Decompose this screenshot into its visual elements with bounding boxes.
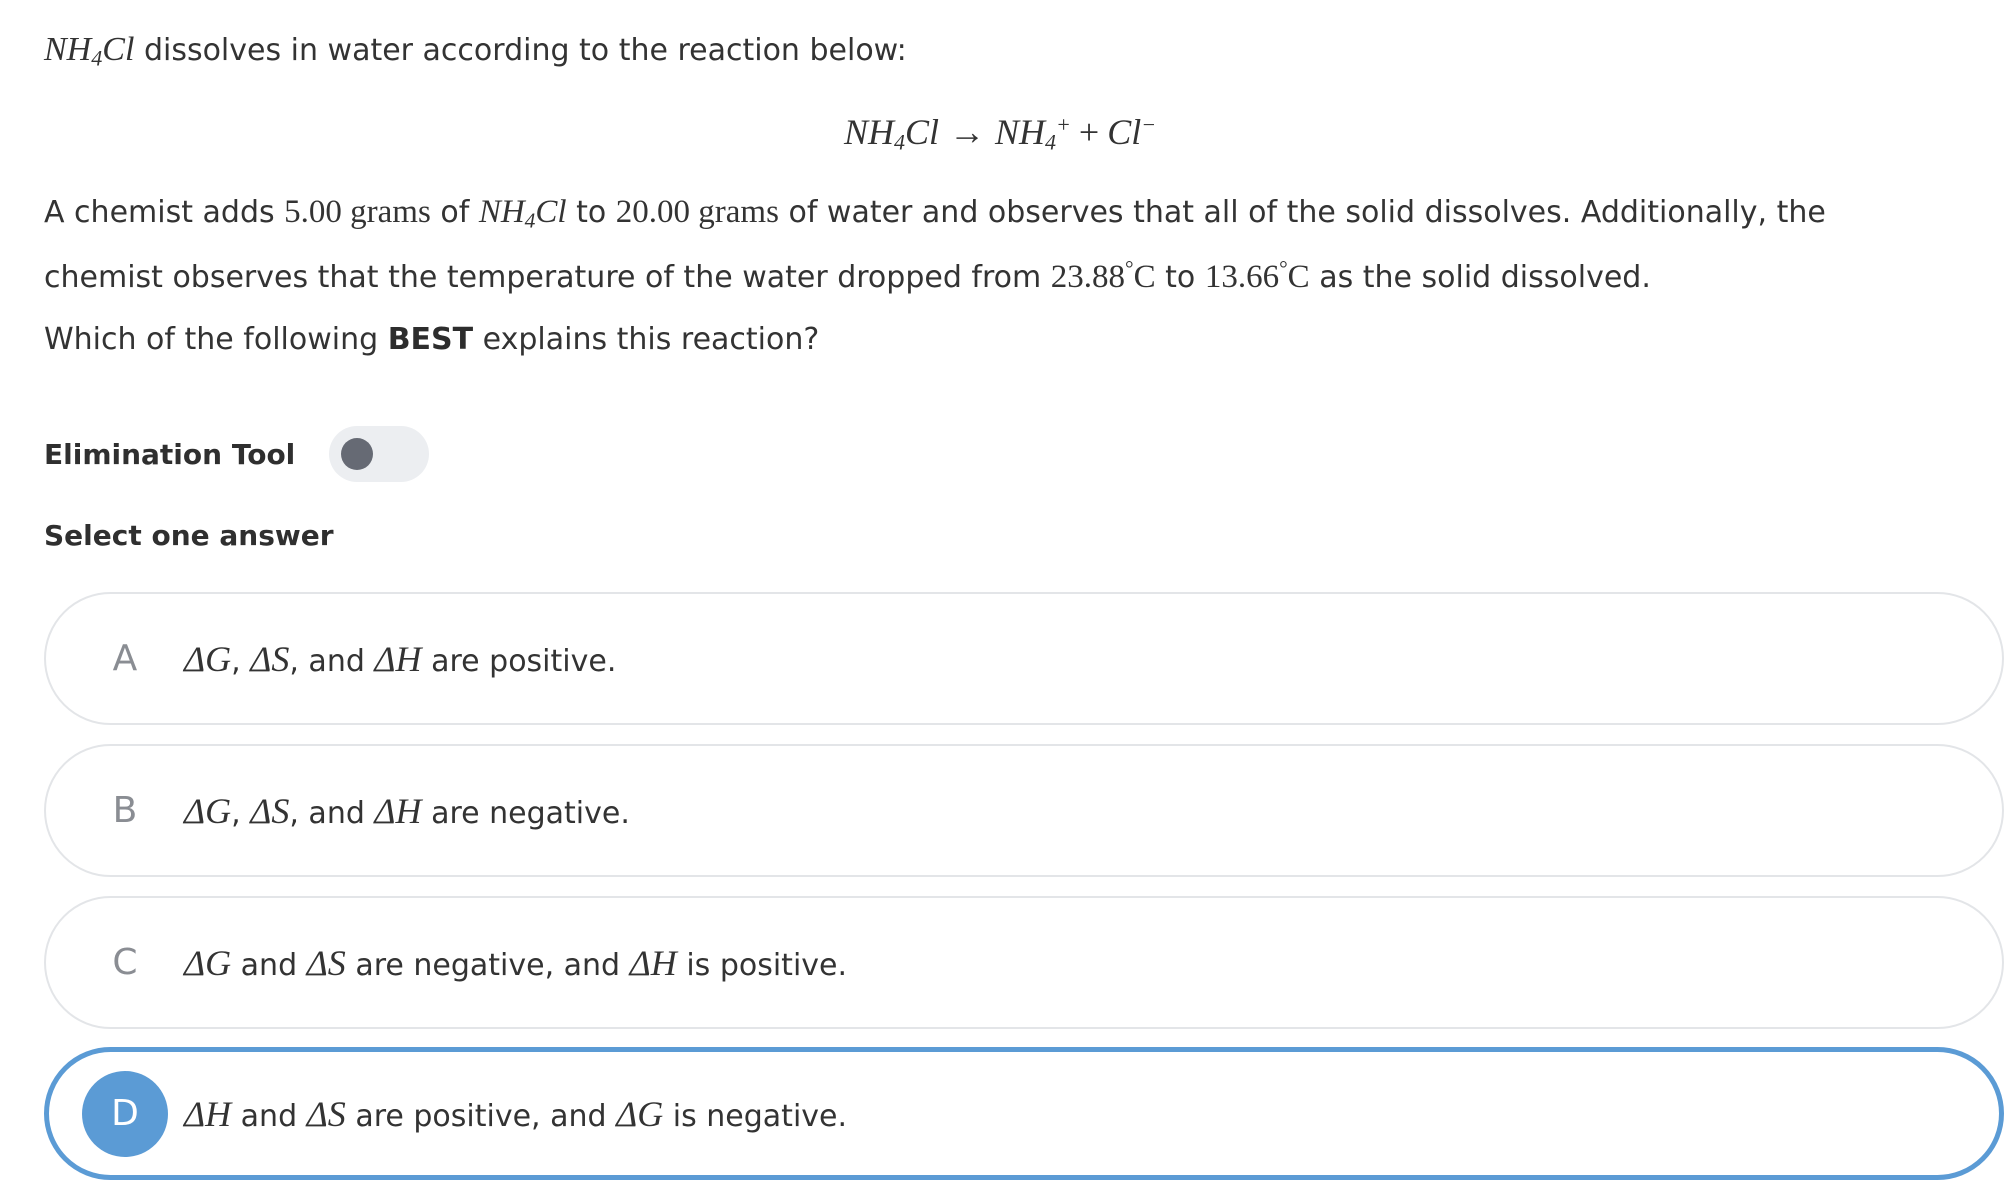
- choice-text: ΔG, ΔS, and ΔH are positive.: [184, 638, 617, 679]
- reaction-arrow: →: [949, 112, 986, 153]
- answer-choice-a[interactable]: [44, 592, 2004, 725]
- choice-text: ΔG and ΔS are negative, and ΔH is positive.: [184, 942, 848, 983]
- choice-letter-selected: [70, 1071, 180, 1157]
- end-temperature: 13.66°C: [1204, 256, 1310, 296]
- question-body: A chemist adds 5.00 grams of $NH_4Cl$ to 20.00 grams of water and observes that all of the solid dissolves. Additionally, the chemist observes that the temperature of the water dropped from 23.88°C to 13.66°C as the solid dissolved.: [44, 194, 1826, 296]
- emphasis-text: BEST: [387, 322, 474, 357]
- question-prompt: Which of the following BEST explains this reaction?: [44, 322, 820, 357]
- choice-letter: A: [112, 638, 138, 679]
- answer-choice-d[interactable]: [44, 1047, 2004, 1180]
- choice-letter: B: [112, 790, 138, 831]
- answer-choice-b[interactable]: [44, 744, 2004, 877]
- intro-text: dissolves in water according to the reaction below:: [134, 33, 907, 68]
- start-temperature: 23.88°C: [1050, 256, 1156, 296]
- solid-mass: 5.00 grams: [284, 194, 431, 230]
- choice-letter: C: [112, 942, 138, 983]
- compound-formula-inline: $NH_4Cl$: [478, 194, 567, 233]
- selected-letter-badge: D: [82, 1071, 168, 1157]
- elimination-tool-toggle[interactable]: [329, 426, 429, 482]
- answer-choice-c[interactable]: [44, 896, 2004, 1029]
- choice-text: ΔG, ΔS, and ΔH are negative.: [184, 790, 630, 831]
- answer-instruction: Select one answer: [44, 519, 334, 552]
- toggle-knob: [341, 438, 373, 470]
- elimination-tool-row: [44, 426, 429, 482]
- choice-text: ΔH and ΔS are positive, and ΔG is negative.: [184, 1093, 848, 1134]
- question-intro: [44, 28, 907, 81]
- elimination-tool-label: Elimination Tool: [44, 437, 296, 471]
- reaction-equation: $NH_4Cl \to NH_4^+ + Cl^-$: [844, 112, 1157, 155]
- water-mass: 20.00 grams: [615, 194, 779, 230]
- compound-formula: $NH_4Cl$: [44, 31, 135, 71]
